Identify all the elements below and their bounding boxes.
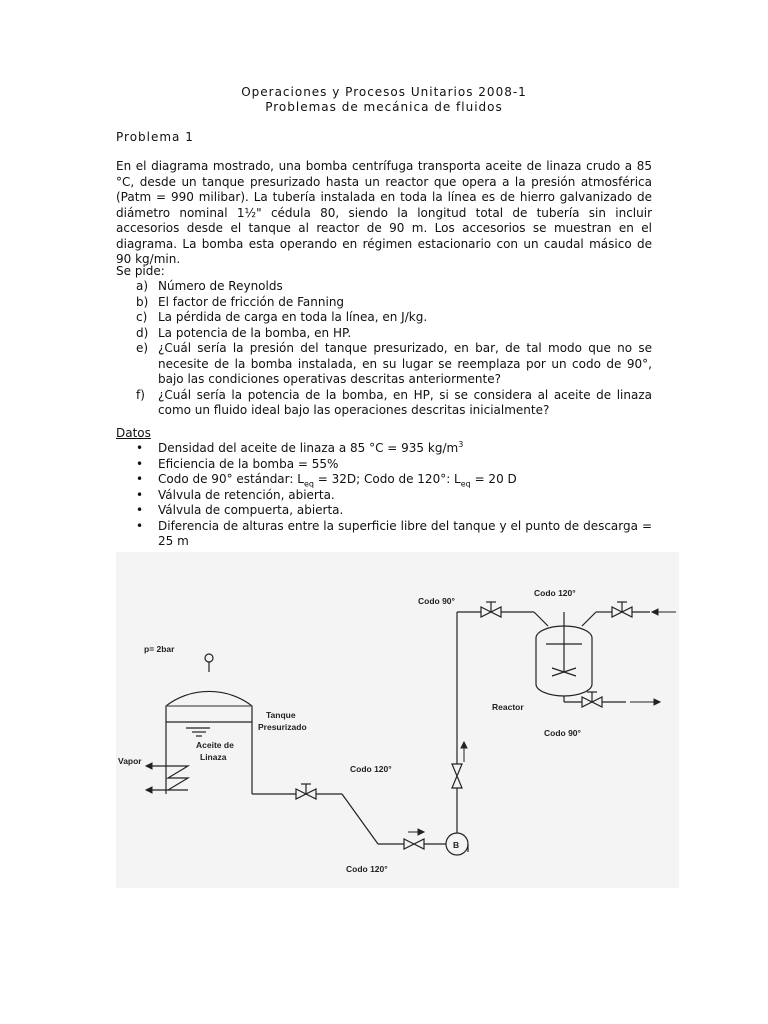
datos-list [136, 441, 652, 550]
elbow-label: Codo 120° [350, 764, 392, 774]
process-diagram [116, 552, 679, 888]
question-item [136, 279, 652, 295]
liquid-label: Linaza [200, 752, 227, 762]
datos-text: Densidad del aceite de linaza a 85 °C = 935 kg/m [158, 441, 459, 455]
problem-label: Problema 1 [116, 130, 194, 144]
bullet: • [136, 503, 144, 517]
questions-heading: Se pide: [116, 264, 165, 278]
vapor-label: Vapor [118, 756, 142, 766]
liquid-label: Aceite de [196, 740, 234, 750]
datos-item [136, 488, 652, 504]
tank-label: Tanque [266, 710, 296, 720]
question-item [136, 388, 652, 419]
datos-item [136, 472, 652, 488]
question-marker: a) [136, 279, 149, 293]
pressure-gauge-icon [205, 654, 213, 662]
datos-text: Codo de 90° estándar: L [158, 472, 304, 486]
question-marker: e) [136, 341, 149, 355]
question-item [136, 341, 652, 388]
datos-item [136, 441, 652, 457]
arrow-right-icon [654, 699, 660, 705]
document-title: Operaciones y Procesos Unitarios 2008-1 [241, 85, 527, 99]
process-diagram-svg [116, 552, 679, 888]
questions-list [136, 279, 652, 419]
bullet: • [136, 487, 144, 502]
pipe-diagonal [534, 612, 548, 626]
question-item [136, 326, 652, 342]
datos-item [136, 503, 652, 519]
question-text: La pérdida de carga en toda la línea, en J/kg. [158, 310, 428, 324]
superscript: 3 [458, 440, 464, 449]
datos-text: = 20 D [470, 472, 517, 486]
question-text: La potencia de la bomba, en HP. [158, 325, 352, 340]
subscript: eq [303, 479, 314, 489]
heating-coil [148, 766, 188, 790]
bullet: • [136, 518, 144, 533]
vertical-valve-icon [452, 764, 462, 788]
subscript: eq [460, 479, 471, 489]
pipe-diagonal [582, 612, 596, 626]
pressure-label: p= 2bar [144, 644, 175, 654]
datos-text: Válvula de compuerta, abierta. [158, 503, 344, 517]
datos-text: Válvula de retención, abierta. [158, 487, 335, 502]
arrow-left-icon [146, 787, 152, 793]
question-marker: f) [136, 387, 145, 402]
datos-item [136, 519, 652, 550]
question-marker: b) [136, 294, 149, 309]
question-item [136, 310, 652, 326]
elbow-label: Codo 120° [346, 864, 388, 874]
datos-text: = 32D; Codo de 120°: L [313, 472, 461, 486]
document-subtitle: Problemas de mecánica de fluidos [265, 100, 503, 114]
bullet: • [136, 441, 144, 455]
arrow-left-icon [652, 609, 658, 615]
bullet: • [136, 456, 144, 471]
pump-label: B [453, 840, 460, 850]
question-text: ¿Cuál sería la presión del tanque presurizado, en bar, de tal modo que no se necesite de la bomba instalada, en su lugar se reemplaza por un codo de 90°, bajo las condiciones operativas descritas anteriormente? [158, 341, 652, 386]
tank-label: Presurizado [258, 722, 307, 732]
elbow-label: Codo 120° [534, 588, 576, 598]
pipe-diagonal [342, 794, 378, 844]
arrow-right-icon [418, 829, 424, 835]
question-text: El factor de fricción de Fanning [158, 294, 345, 309]
reactor-label: Reactor [492, 702, 524, 712]
elbow-label: Codo 90° [544, 728, 581, 738]
problem-statement: En el diagrama mostrado, una bomba centrífuga transporta aceite de linaza crudo a 85 °C, desde un tanque presurizado hasta un reactor que opera a la presión atmosférica (Patm = 990 milibar). La tubería instalada en toda la línea es de hierro galvanizado de diámetro nominal 1½" cédula 80, siendo la longitud total de tubería sin incluir accesorios desde el tanque al reactor de 90 m. Los accesorios se muestran en el diagrama. La bomba esta operando en régimen estacionario con un caudal másico de 90 kg/min. [116, 159, 652, 266]
question-text: Número de Reynolds [158, 279, 283, 293]
datos-heading: Datos [116, 426, 151, 440]
arrow-left-icon [146, 763, 152, 769]
check-valve-icon [404, 839, 424, 849]
question-marker: c) [136, 310, 148, 324]
question-item [136, 295, 652, 311]
question-marker: d) [136, 325, 149, 340]
question-text: ¿Cuál sería la potencia de la bomba, en HP, si se considera al aceite de linaza como un fluido ideal bajo las operaciones descritas inicialmente? [158, 387, 652, 417]
arrow-up-icon [461, 742, 467, 748]
datos-text: Diferencia de alturas entre la superficie libre del tanque y el punto de descarga = 25 m [158, 518, 652, 548]
datos-text: Eficiencia de la bomba = 55% [158, 456, 339, 471]
elbow-label: Codo 90° [418, 596, 455, 606]
datos-item [136, 457, 652, 473]
bullet: • [136, 472, 144, 486]
